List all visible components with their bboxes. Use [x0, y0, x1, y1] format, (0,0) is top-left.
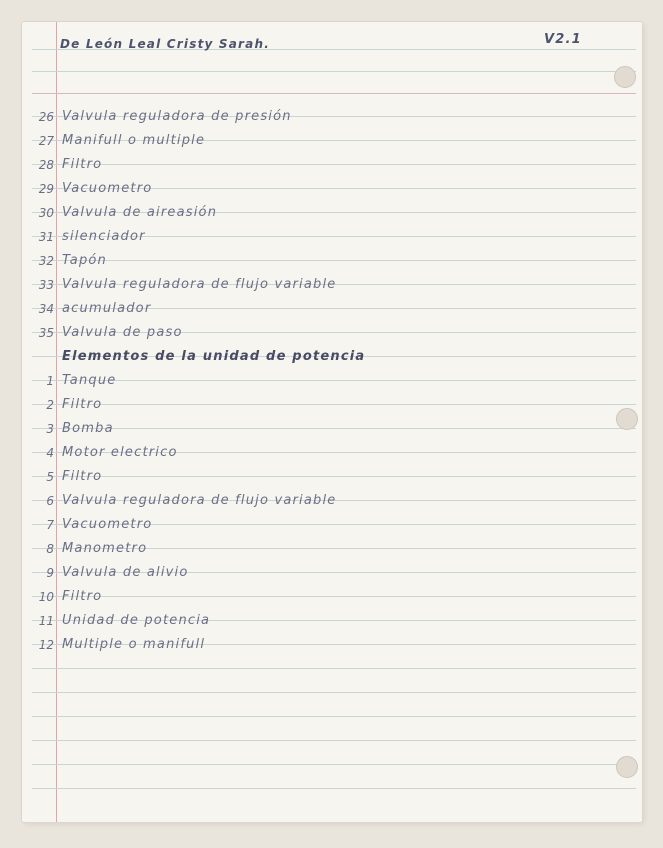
entry-number: 7 [46, 518, 54, 532]
entry-text: Filtro [62, 469, 103, 484]
entry-text: Multiple o manifull [62, 637, 206, 652]
version-label: V2.1 [544, 32, 582, 47]
entry-text: Filtro [62, 397, 103, 412]
entry-number: 9 [46, 566, 54, 580]
margin-line [56, 22, 57, 822]
rule-line [32, 380, 636, 381]
entry-number: 2 [46, 398, 54, 412]
rule-line [32, 476, 636, 477]
rule-line [32, 668, 636, 669]
entry-number: 31 [38, 230, 54, 244]
rule-line-header [32, 93, 636, 94]
section-heading: Elementos de la unidad de potencia [62, 349, 366, 364]
entry-text: silenciador [62, 229, 146, 244]
entry-text: Valvula reguladora de presión [62, 109, 292, 124]
notebook-page [22, 22, 642, 822]
binder-hole [614, 66, 636, 88]
entry-text: Tanque [62, 373, 117, 388]
rule-line [32, 596, 636, 597]
entry-number: 1 [46, 374, 54, 388]
rule-line [32, 788, 636, 789]
rule-line [32, 740, 636, 741]
entry-number: 3 [46, 422, 54, 436]
entry-number: 6 [46, 494, 54, 508]
entry-number: 29 [38, 182, 54, 196]
entry-text: Manometro [62, 541, 148, 556]
entry-text: acumulador [62, 301, 152, 316]
entry-number: 35 [38, 326, 54, 340]
entry-text: Valvula de aireasión [62, 205, 218, 220]
entry-text: Motor electrico [62, 445, 178, 460]
entry-text: Filtro [62, 589, 103, 604]
entry-number: 12 [38, 638, 54, 652]
entry-number: 32 [38, 254, 54, 268]
entry-text: Valvula reguladora de flujo variable [62, 493, 337, 508]
entry-text: Vacuometro [62, 181, 153, 196]
entry-text: Filtro [62, 157, 103, 172]
entry-text: Valvula de paso [62, 325, 183, 340]
entry-number: 5 [46, 470, 54, 484]
entry-number: 4 [46, 446, 54, 460]
rule-line [32, 260, 636, 261]
entry-text: Bomba [62, 421, 114, 436]
binder-hole [616, 756, 638, 778]
entry-number: 11 [38, 614, 54, 628]
rule-line [32, 428, 636, 429]
entry-text: Valvula reguladora de flujo variable [62, 277, 337, 292]
entry-text: Unidad de potencia [62, 613, 211, 628]
entry-number: 34 [38, 302, 54, 316]
entry-text: Vacuometro [62, 517, 153, 532]
entry-number: 26 [38, 110, 54, 124]
entry-number: 10 [38, 590, 54, 604]
entry-number: 30 [38, 206, 54, 220]
rule-line [32, 404, 636, 405]
entry-text: Valvula de alivio [62, 565, 189, 580]
rule-line [32, 716, 636, 717]
entry-text: Manifull o multiple [62, 133, 206, 148]
entry-number: 28 [38, 158, 54, 172]
entry-number: 33 [38, 278, 54, 292]
entry-text: Tapón [62, 253, 107, 268]
rule-line [32, 764, 636, 765]
student-name: De León Leal Cristy Sarah. [60, 37, 270, 51]
rule-line [32, 692, 636, 693]
entry-number: 8 [46, 542, 54, 556]
entry-number: 27 [38, 134, 54, 148]
rule-line [32, 71, 636, 72]
rule-line [32, 164, 636, 165]
binder-hole [616, 408, 638, 430]
